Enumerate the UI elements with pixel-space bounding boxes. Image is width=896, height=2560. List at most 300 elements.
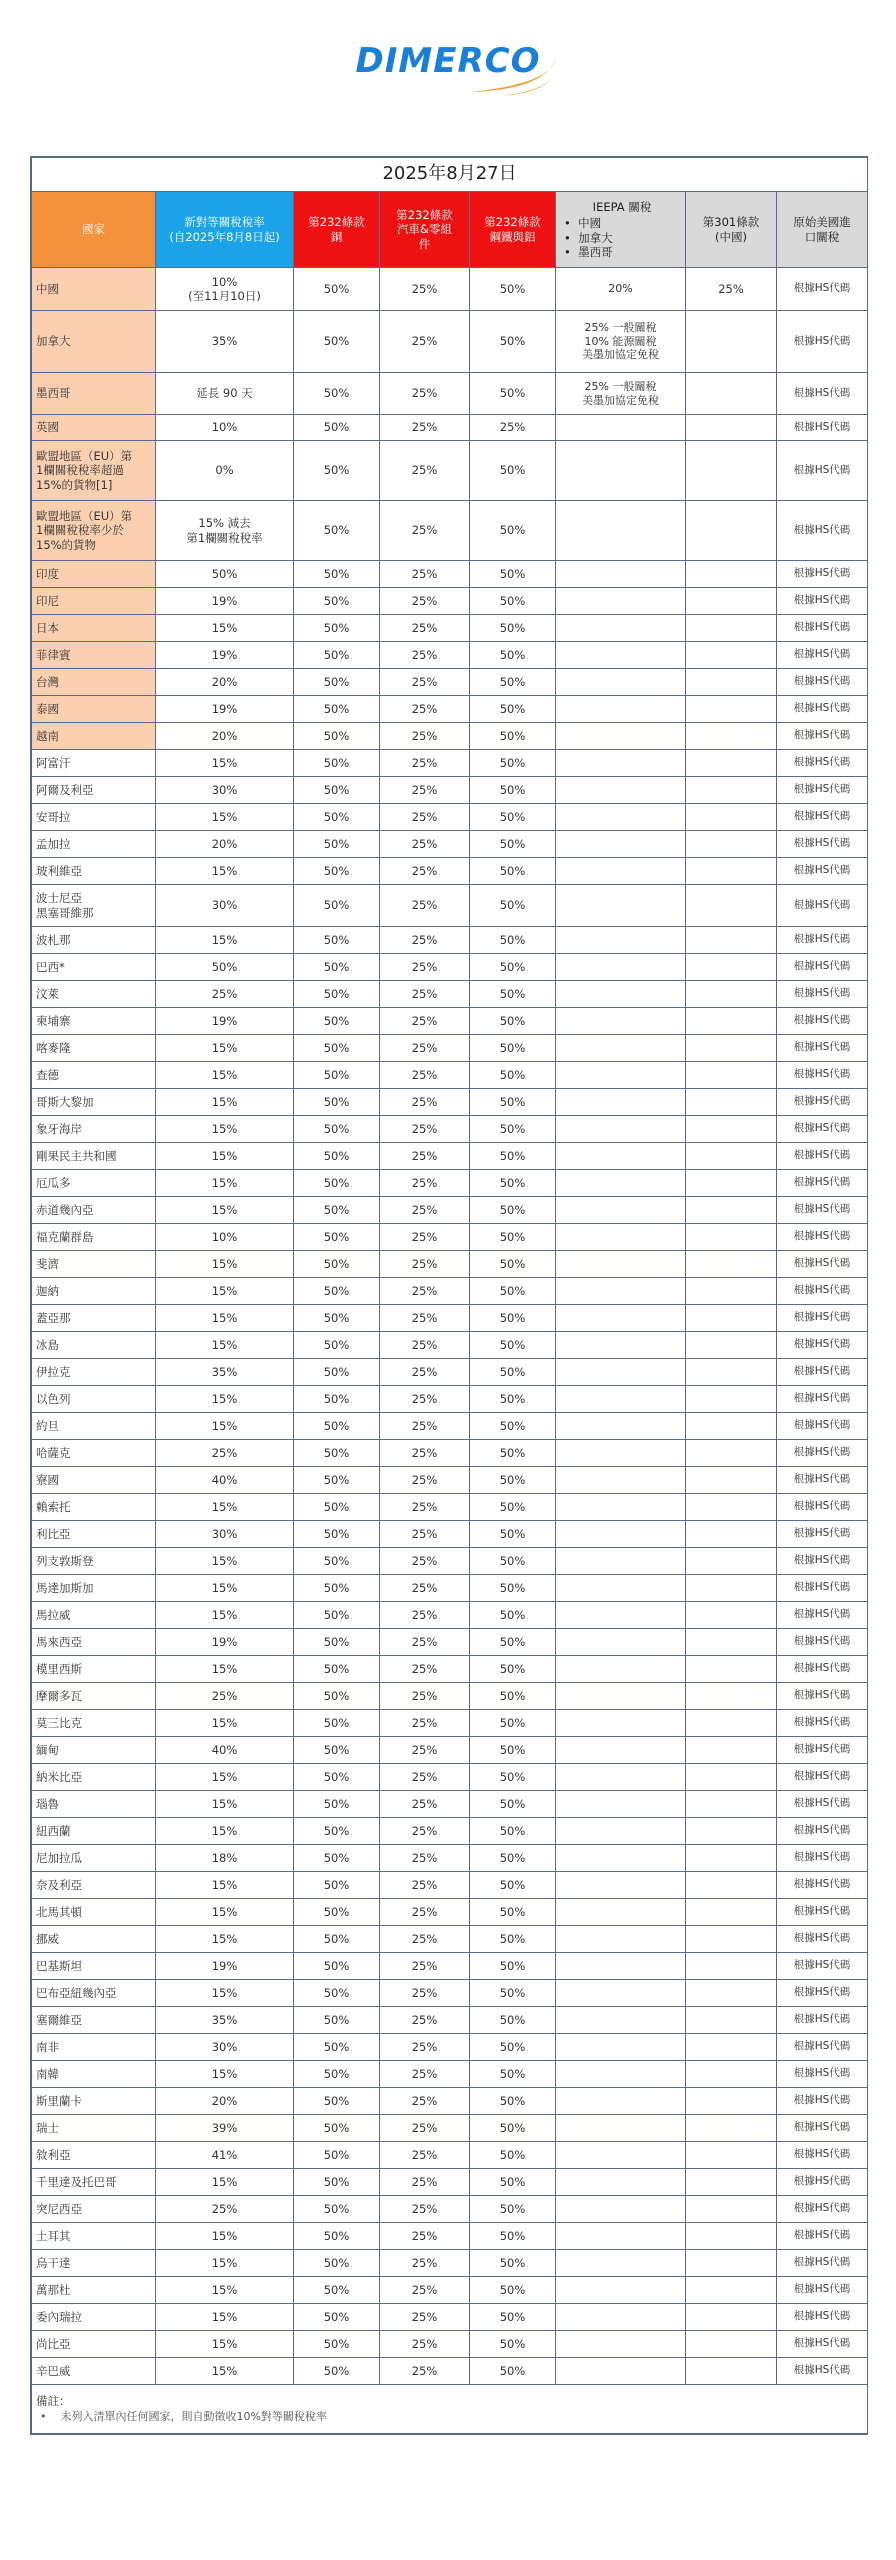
steel-cell: 50% — [470, 1845, 556, 1872]
s301-cell — [686, 858, 777, 885]
auto-cell: 25% — [380, 2061, 470, 2088]
copper-cell: 50% — [294, 1764, 380, 1791]
steel-cell: 50% — [470, 1710, 556, 1737]
s301-cell — [686, 2250, 777, 2277]
country-cell: 萬那杜 — [32, 2277, 156, 2304]
origin-cell: 根據HS代碼 — [777, 2223, 868, 2250]
ieepa-cell — [556, 2115, 686, 2142]
ieepa-cell — [556, 2034, 686, 2061]
auto-cell: 25% — [380, 1845, 470, 1872]
origin-cell: 根據HS代碼 — [777, 1008, 868, 1035]
copper-cell: 50% — [294, 1467, 380, 1494]
origin-cell: 根據HS代碼 — [777, 561, 868, 588]
copper-cell: 50% — [294, 615, 380, 642]
new-rate-cell: 15% — [156, 1089, 294, 1116]
copper-cell: 50% — [294, 1629, 380, 1656]
copper-cell: 50% — [294, 561, 380, 588]
country-cell: 阿爾及利亞 — [32, 777, 156, 804]
copper-cell: 50% — [294, 2034, 380, 2061]
ieepa-cell — [556, 1872, 686, 1899]
steel-cell: 50% — [470, 723, 556, 750]
copper-cell: 50% — [294, 2061, 380, 2088]
table-row — [32, 954, 868, 981]
steel-cell: 50% — [470, 696, 556, 723]
ieepa-cell — [556, 615, 686, 642]
copper-cell: 50% — [294, 1602, 380, 1629]
country-cell: 波士尼亞 黑塞哥維那 — [32, 885, 156, 927]
copper-cell: 50% — [294, 1818, 380, 1845]
table-row — [32, 1035, 868, 1062]
auto-cell: 25% — [380, 2007, 470, 2034]
origin-cell: 根據HS代碼 — [777, 2061, 868, 2088]
origin-cell: 根據HS代碼 — [777, 1818, 868, 1845]
country-cell: 台灣 — [32, 669, 156, 696]
ieepa-cell — [556, 831, 686, 858]
auto-cell: 25% — [380, 1548, 470, 1575]
s301-cell — [686, 669, 777, 696]
country-cell: 北馬其頓 — [32, 1899, 156, 1926]
country-cell: 委內瑞拉 — [32, 2304, 156, 2331]
country-cell: 辛巴威 — [32, 2358, 156, 2385]
table-row — [32, 2115, 868, 2142]
s301-cell — [686, 1251, 777, 1278]
new-rate-cell: 19% — [156, 1008, 294, 1035]
origin-cell: 根據HS代碼 — [777, 2034, 868, 2061]
auto-cell: 25% — [380, 1791, 470, 1818]
country-cell: 伊拉克 — [32, 1359, 156, 1386]
steel-cell: 50% — [470, 588, 556, 615]
country-cell: 馬達加斯加 — [32, 1575, 156, 1602]
auto-cell: 25% — [380, 1008, 470, 1035]
steel-cell: 50% — [470, 2061, 556, 2088]
ieepa-cell — [556, 1062, 686, 1089]
table-row — [32, 2034, 868, 2061]
copper-cell: 50% — [294, 1008, 380, 1035]
new-rate-cell: 15% — [156, 1062, 294, 1089]
origin-cell: 根據HS代碼 — [777, 1575, 868, 1602]
copper-cell: 50% — [294, 2169, 380, 2196]
steel-cell: 50% — [470, 1980, 556, 2007]
country-cell: 巴基斯坦 — [32, 1953, 156, 1980]
s301-cell — [686, 1737, 777, 1764]
country-cell: 歐盟地區（EU）第 1欄關稅稅率少於 15%的貨物 — [32, 501, 156, 561]
country-cell: 納米比亞 — [32, 1764, 156, 1791]
copper-cell: 50% — [294, 1224, 380, 1251]
auto-cell: 25% — [380, 777, 470, 804]
table-row — [32, 1170, 868, 1197]
table-row — [32, 858, 868, 885]
notes — [32, 2385, 868, 2434]
s301-cell — [686, 2304, 777, 2331]
s301-cell — [686, 588, 777, 615]
table-row — [32, 2277, 868, 2304]
country-cell: 尼加拉瓜 — [32, 1845, 156, 1872]
s301-cell — [686, 1332, 777, 1359]
table-row — [32, 1413, 868, 1440]
new-rate-cell: 40% — [156, 1467, 294, 1494]
new-rate-cell: 15% — [156, 2223, 294, 2250]
steel-cell: 50% — [470, 1440, 556, 1467]
table-row — [32, 1116, 868, 1143]
table-row — [32, 927, 868, 954]
new-rate-cell: 19% — [156, 588, 294, 615]
origin-cell: 根據HS代碼 — [777, 2088, 868, 2115]
new-rate-cell: 20% — [156, 723, 294, 750]
steel-cell: 50% — [470, 1575, 556, 1602]
auto-cell: 25% — [380, 1737, 470, 1764]
origin-cell: 根據HS代碼 — [777, 1629, 868, 1656]
new-rate-cell: 15% — [156, 1602, 294, 1629]
new-rate-cell: 15% — [156, 750, 294, 777]
origin-cell: 根據HS代碼 — [777, 1683, 868, 1710]
steel-cell: 50% — [470, 1602, 556, 1629]
ieepa-cell — [556, 1494, 686, 1521]
steel-cell: 50% — [470, 1251, 556, 1278]
table-row — [32, 561, 868, 588]
auto-cell: 25% — [380, 1143, 470, 1170]
ieepa-cell — [556, 1305, 686, 1332]
country-cell: 印尼 — [32, 588, 156, 615]
ieepa-cell — [556, 1332, 686, 1359]
dimerco-logo — [0, 34, 896, 104]
steel-cell: 50% — [470, 1224, 556, 1251]
s301-cell — [686, 1089, 777, 1116]
s301-cell — [686, 2034, 777, 2061]
header-ieepa: IEEPA 關稅 • 中國 • 加拿大 • 墨西哥 — [556, 192, 686, 268]
auto-cell: 25% — [380, 561, 470, 588]
copper-cell: 50% — [294, 1413, 380, 1440]
origin-cell: 根據HS代碼 — [777, 1170, 868, 1197]
origin-cell: 根據HS代碼 — [777, 2250, 868, 2277]
steel-cell: 50% — [470, 1008, 556, 1035]
ieepa-cell — [556, 927, 686, 954]
origin-cell: 根據HS代碼 — [777, 1845, 868, 1872]
steel-cell: 50% — [470, 2007, 556, 2034]
country-cell: 紐西蘭 — [32, 1818, 156, 1845]
origin-cell: 根據HS代碼 — [777, 1656, 868, 1683]
table-row — [32, 777, 868, 804]
s301-cell — [686, 615, 777, 642]
auto-cell: 25% — [380, 1224, 470, 1251]
ieepa-cell — [556, 2169, 686, 2196]
steel-cell: 50% — [470, 2088, 556, 2115]
auto-cell: 25% — [380, 669, 470, 696]
country-cell: 莫三比克 — [32, 1710, 156, 1737]
ieepa-cell: 25% 一般關稅 美墨加協定免稅 — [556, 373, 686, 415]
ieepa-cell — [556, 1278, 686, 1305]
auto-cell: 25% — [380, 1170, 470, 1197]
s301-cell — [686, 1440, 777, 1467]
ieepa-cell — [556, 1575, 686, 1602]
ieepa-cell — [556, 1386, 686, 1413]
ieepa-cell — [556, 2304, 686, 2331]
origin-cell: 根據HS代碼 — [777, 1116, 868, 1143]
steel-cell: 50% — [470, 2358, 556, 2385]
auto-cell: 25% — [380, 1521, 470, 1548]
steel-cell: 50% — [470, 981, 556, 1008]
origin-cell: 根據HS代碼 — [777, 1494, 868, 1521]
new-rate-cell: 15% — [156, 1143, 294, 1170]
auto-cell: 25% — [380, 2331, 470, 2358]
country-cell: 斐濟 — [32, 1251, 156, 1278]
table-row — [32, 981, 868, 1008]
table-row — [32, 750, 868, 777]
table-row — [32, 1332, 868, 1359]
auto-cell: 25% — [380, 615, 470, 642]
copper-cell: 50% — [294, 1710, 380, 1737]
table-row — [32, 1791, 868, 1818]
table-row — [32, 1548, 868, 1575]
steel-cell: 50% — [470, 1116, 556, 1143]
steel-cell: 50% — [470, 858, 556, 885]
table-row — [32, 615, 868, 642]
ieepa-cell — [556, 588, 686, 615]
country-cell: 厄瓜多 — [32, 1170, 156, 1197]
ieepa-cell — [556, 1413, 686, 1440]
table-row — [32, 373, 868, 415]
new-rate-cell: 18% — [156, 1845, 294, 1872]
table-row — [32, 1602, 868, 1629]
origin-cell: 根據HS代碼 — [777, 1710, 868, 1737]
country-cell: 歐盟地區（EU）第 1欄關稅稅率超過 15%的貨物[1] — [32, 441, 156, 501]
s301-cell — [686, 885, 777, 927]
auto-cell: 25% — [380, 1116, 470, 1143]
ieepa-cell — [556, 1683, 686, 1710]
table-row — [32, 1710, 868, 1737]
auto-cell: 25% — [380, 1278, 470, 1305]
country-cell: 突尼西亞 — [32, 2196, 156, 2223]
steel-cell: 50% — [470, 1521, 556, 1548]
s301-cell — [686, 1818, 777, 1845]
copper-cell: 50% — [294, 1899, 380, 1926]
auto-cell: 25% — [380, 1197, 470, 1224]
header-232-steel: 第232條款 鋼鐵與鋁 — [470, 192, 556, 268]
auto-cell: 25% — [380, 441, 470, 501]
table-row — [32, 2331, 868, 2358]
ieepa-cell — [556, 1521, 686, 1548]
copper-cell: 50% — [294, 1062, 380, 1089]
auto-cell: 25% — [380, 858, 470, 885]
table-row — [32, 1278, 868, 1305]
origin-cell: 根據HS代碼 — [777, 373, 868, 415]
auto-cell: 25% — [380, 954, 470, 981]
origin-cell: 根據HS代碼 — [777, 1548, 868, 1575]
table-row — [32, 2007, 868, 2034]
ieepa-cell — [556, 2061, 686, 2088]
table-row — [32, 311, 868, 373]
origin-cell: 根據HS代碼 — [777, 831, 868, 858]
table-row — [32, 1143, 868, 1170]
copper-cell: 50% — [294, 1953, 380, 1980]
steel-cell: 50% — [470, 501, 556, 561]
country-cell: 孟加拉 — [32, 831, 156, 858]
table-row — [32, 2223, 868, 2250]
copper-cell: 50% — [294, 750, 380, 777]
country-cell: 約旦 — [32, 1413, 156, 1440]
steel-cell: 50% — [470, 750, 556, 777]
origin-cell: 根據HS代碼 — [777, 1737, 868, 1764]
s301-cell — [686, 804, 777, 831]
s301-cell — [686, 1305, 777, 1332]
origin-cell: 根據HS代碼 — [777, 1926, 868, 1953]
country-cell: 英國 — [32, 415, 156, 441]
country-cell: 印度 — [32, 561, 156, 588]
table-row — [32, 1872, 868, 1899]
country-cell: 玻利維亞 — [32, 858, 156, 885]
new-rate-cell: 15% — [156, 1899, 294, 1926]
steel-cell: 50% — [470, 1305, 556, 1332]
origin-cell: 根據HS代碼 — [777, 1224, 868, 1251]
new-rate-cell: 15% — [156, 1251, 294, 1278]
copper-cell: 50% — [294, 1116, 380, 1143]
s301-cell — [686, 1791, 777, 1818]
new-rate-cell: 15% — [156, 2061, 294, 2088]
copper-cell: 50% — [294, 1656, 380, 1683]
s301-cell — [686, 501, 777, 561]
country-cell: 緬甸 — [32, 1737, 156, 1764]
origin-cell: 根據HS代碼 — [777, 1062, 868, 1089]
new-rate-cell: 50% — [156, 561, 294, 588]
ieepa-cell — [556, 723, 686, 750]
country-cell: 賴索托 — [32, 1494, 156, 1521]
origin-cell: 根據HS代碼 — [777, 311, 868, 373]
s301-cell — [686, 1062, 777, 1089]
steel-cell: 50% — [470, 927, 556, 954]
s301-cell — [686, 2331, 777, 2358]
country-cell: 柬埔寨 — [32, 1008, 156, 1035]
origin-cell: 根據HS代碼 — [777, 2115, 868, 2142]
country-cell: 蓋亞那 — [32, 1305, 156, 1332]
country-cell: 福克蘭群島 — [32, 1224, 156, 1251]
steel-cell: 50% — [470, 1359, 556, 1386]
origin-cell: 根據HS代碼 — [777, 2304, 868, 2331]
s301-cell — [686, 2007, 777, 2034]
steel-cell: 50% — [470, 954, 556, 981]
table-row — [32, 2304, 868, 2331]
ieepa-cell — [556, 642, 686, 669]
new-rate-cell: 15% — [156, 2331, 294, 2358]
table-row — [32, 1899, 868, 1926]
steel-cell: 50% — [470, 268, 556, 311]
table-row — [32, 1467, 868, 1494]
copper-cell: 50% — [294, 1035, 380, 1062]
copper-cell: 50% — [294, 696, 380, 723]
steel-cell: 50% — [470, 1872, 556, 1899]
copper-cell: 50% — [294, 723, 380, 750]
auto-cell: 25% — [380, 1899, 470, 1926]
copper-cell: 50% — [294, 1791, 380, 1818]
country-cell: 模里西斯 — [32, 1656, 156, 1683]
new-rate-cell: 50% — [156, 954, 294, 981]
s301-cell — [686, 373, 777, 415]
new-rate-cell: 25% — [156, 1683, 294, 1710]
origin-cell: 根據HS代碼 — [777, 1143, 868, 1170]
country-cell: 巴西* — [32, 954, 156, 981]
copper-cell: 50% — [294, 373, 380, 415]
steel-cell: 50% — [470, 1332, 556, 1359]
ieepa-cell — [556, 777, 686, 804]
s301-cell — [686, 2061, 777, 2088]
country-cell: 越南 — [32, 723, 156, 750]
new-rate-cell: 15% — [156, 804, 294, 831]
s301-cell — [686, 1980, 777, 2007]
auto-cell: 25% — [380, 1683, 470, 1710]
ieepa-cell — [556, 415, 686, 441]
country-cell: 千里達及托巴哥 — [32, 2169, 156, 2196]
copper-cell: 50% — [294, 777, 380, 804]
origin-cell: 根據HS代碼 — [777, 1089, 868, 1116]
origin-cell: 根據HS代碼 — [777, 2169, 868, 2196]
s301-cell — [686, 1845, 777, 1872]
ieepa-cell — [556, 1980, 686, 2007]
origin-cell: 根據HS代碼 — [777, 1278, 868, 1305]
new-rate-cell: 30% — [156, 885, 294, 927]
copper-cell: 50% — [294, 1251, 380, 1278]
auto-cell: 25% — [380, 2115, 470, 2142]
copper-cell: 50% — [294, 858, 380, 885]
steel-cell: 50% — [470, 2196, 556, 2223]
ieepa-cell — [556, 981, 686, 1008]
s301-cell — [686, 1683, 777, 1710]
steel-cell: 50% — [470, 1683, 556, 1710]
auto-cell: 25% — [380, 750, 470, 777]
auto-cell: 25% — [380, 2358, 470, 2385]
country-cell: 日本 — [32, 615, 156, 642]
steel-cell: 50% — [470, 2277, 556, 2304]
ieepa-cell — [556, 1629, 686, 1656]
table-row — [32, 696, 868, 723]
table-row — [32, 2250, 868, 2277]
ieepa-cell — [556, 1926, 686, 1953]
auto-cell: 25% — [380, 1251, 470, 1278]
table-row — [32, 2358, 868, 2385]
ieepa-cell — [556, 2142, 686, 2169]
ieepa-cell — [556, 1899, 686, 1926]
new-rate-cell: 40% — [156, 1737, 294, 1764]
s301-cell — [686, 1926, 777, 1953]
auto-cell: 25% — [380, 2169, 470, 2196]
s301-cell: 25% — [686, 268, 777, 311]
table-row — [32, 642, 868, 669]
country-cell: 剛果民主共和國 — [32, 1143, 156, 1170]
auto-cell: 25% — [380, 696, 470, 723]
origin-cell: 根據HS代碼 — [777, 723, 868, 750]
table-row — [32, 1440, 868, 1467]
new-rate-cell: 35% — [156, 2007, 294, 2034]
copper-cell: 50% — [294, 441, 380, 501]
table-row — [32, 1953, 868, 1980]
country-cell: 查德 — [32, 1062, 156, 1089]
ieepa-cell — [556, 1440, 686, 1467]
new-rate-cell: 15% — [156, 1170, 294, 1197]
new-rate-cell: 39% — [156, 2115, 294, 2142]
s301-cell — [686, 1872, 777, 1899]
copper-cell: 50% — [294, 415, 380, 441]
s301-cell — [686, 1899, 777, 1926]
ieepa-cell — [556, 1251, 686, 1278]
ieepa-cell — [556, 1710, 686, 1737]
country-cell: 尚比亞 — [32, 2331, 156, 2358]
ieepa-cell — [556, 1818, 686, 1845]
s301-cell — [686, 1278, 777, 1305]
steel-cell: 50% — [470, 1467, 556, 1494]
s301-cell — [686, 441, 777, 501]
table-row — [32, 1224, 868, 1251]
origin-cell: 根據HS代碼 — [777, 669, 868, 696]
s301-cell — [686, 1143, 777, 1170]
steel-cell: 50% — [470, 1413, 556, 1440]
origin-cell: 根據HS代碼 — [777, 1467, 868, 1494]
